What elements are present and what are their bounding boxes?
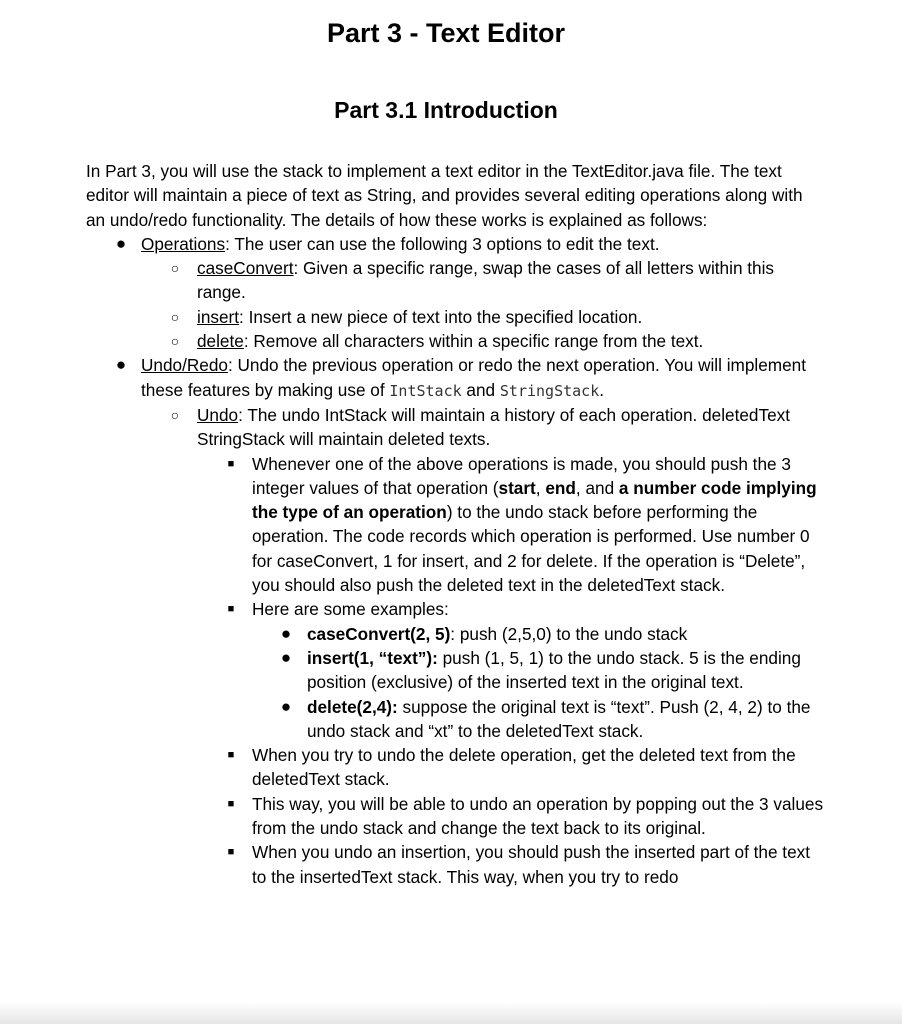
delete-label: delete — [197, 331, 244, 352]
square-bullet-icon: ■ — [227, 603, 235, 616]
circle-bullet-icon: ○ — [170, 260, 180, 277]
caseconvert-text: : Given a specific range, swap the cases of all letters within this range. — [197, 258, 775, 303]
page-title: Part 3 - Text Editor — [326, 18, 566, 48]
example-2-code: insert(1, “text”): — [307, 647, 438, 668]
bullet-icon: ● — [115, 233, 127, 253]
operations-label: Operations — [141, 233, 226, 254]
example-3-text: suppose the original text is “text”. Push (2, 4, 2) to the undo stack and “xt” to the deletedText stack. — [307, 696, 811, 741]
point-1-text: Whenever one of the above operations is made, you should push the 3 integer values of that operation ( — [252, 453, 791, 498]
point-4-text: This way, you will be able to undo an operation by popping out the 3 values from the undo stack and change the text back to its original. — [252, 793, 824, 839]
square-bullet-icon: ■ — [227, 749, 235, 762]
point-3-text: When you try to undo the delete operation, get the deleted text from the deletedText stack. — [252, 745, 796, 790]
list-item-undoredo — [86, 353, 826, 403]
point-1-rest: ) to the undo stack before performing the operation. The code records which operation is performed. Use number 0 for caseConvert, 1 for insert, and 2 for delete. If the operation is “Delete”, you should also push the deleted text in the deletedText stack. — [252, 502, 810, 596]
list-item-operations — [86, 232, 826, 256]
list-item-undo-point-3 — [86, 743, 826, 792]
bullet-icon: ● — [115, 355, 127, 375]
caseconvert-label: caseConvert — [197, 258, 294, 279]
list-item-undo-point-4 — [86, 792, 826, 841]
insert-label: insert — [197, 306, 240, 327]
undoredo-label: Undo/Redo — [141, 355, 228, 376]
undoredo-and: and — [461, 379, 500, 400]
section-title: Part 3.1 Introduction — [334, 97, 558, 123]
undo-text: : The undo IntStack will maintain a history of each operation. deletedText StringStack will maintain deleted texts. — [197, 404, 791, 450]
example-item — [86, 646, 826, 695]
list-item-undo — [86, 403, 826, 452]
list-item-undo-point-1 — [86, 452, 826, 598]
square-bullet-icon: ■ — [227, 846, 235, 859]
document-body — [86, 159, 826, 889]
list-item-insert — [86, 305, 826, 329]
undo-label: Undo — [197, 404, 239, 425]
sep-1: , — [535, 477, 546, 498]
stringstack-code: StringStack — [499, 381, 600, 400]
page-bottom-shadow — [0, 1002, 902, 1024]
insert-text: : Insert a new piece of text into the specified location. — [239, 306, 643, 327]
list-item-undo-point-5 — [86, 840, 826, 889]
start-bold: start — [498, 477, 536, 498]
intstack-code: IntStack — [389, 381, 462, 400]
undoredo-period: . — [599, 379, 605, 400]
example-1-code: caseConvert(2, 5) — [307, 623, 451, 644]
example-2-text: push (1, 5, 1) to the undo stack. 5 is the ending position (exclusive) of the inserted text in the original text. — [307, 647, 801, 693]
square-bullet-icon: ■ — [227, 457, 235, 470]
example-item — [86, 695, 826, 744]
list-item-caseconvert — [86, 256, 826, 305]
point-5-text: When you undo an insertion, you should push the inserted part of the text to the insertedText stack. This way, when you try to redo — [252, 842, 810, 887]
operations-text: : The user can use the following 3 options to edit the text. — [225, 233, 660, 254]
list-item-undo-point-2 — [86, 597, 826, 621]
circle-bullet-icon: ○ — [170, 333, 180, 350]
examples-intro: Here are some examples: — [252, 599, 449, 620]
bullet-icon: ● — [280, 696, 292, 716]
delete-text: : Remove all characters within a specific range from the text. — [243, 331, 704, 352]
example-3-code: delete(2,4): — [307, 696, 398, 717]
list-item-delete — [86, 329, 826, 353]
circle-bullet-icon: ○ — [170, 308, 180, 325]
bullet-icon: ● — [280, 623, 292, 643]
undoredo-text: : Undo the previous operation or redo the next operation. You will implement these features by making use of — [141, 355, 806, 400]
bullet-icon: ● — [280, 647, 292, 667]
circle-bullet-icon: ○ — [170, 406, 180, 423]
example-1-text: : push (2,5,0) to the undo stack — [450, 623, 688, 644]
code-bold: a number code implying the type of an operation — [252, 477, 817, 523]
end-bold: end — [545, 477, 576, 498]
square-bullet-icon: ■ — [227, 797, 235, 810]
sep-2: , and — [575, 477, 619, 498]
example-item — [86, 622, 826, 646]
intro-paragraph: In Part 3, you will use the stack to implement a text editor in the TextEditor.java file. The text editor will maintain a piece of text as String, and provides several editing operations along with an undo/redo functionality. The details of how these works is explained as follows: — [86, 161, 803, 230]
